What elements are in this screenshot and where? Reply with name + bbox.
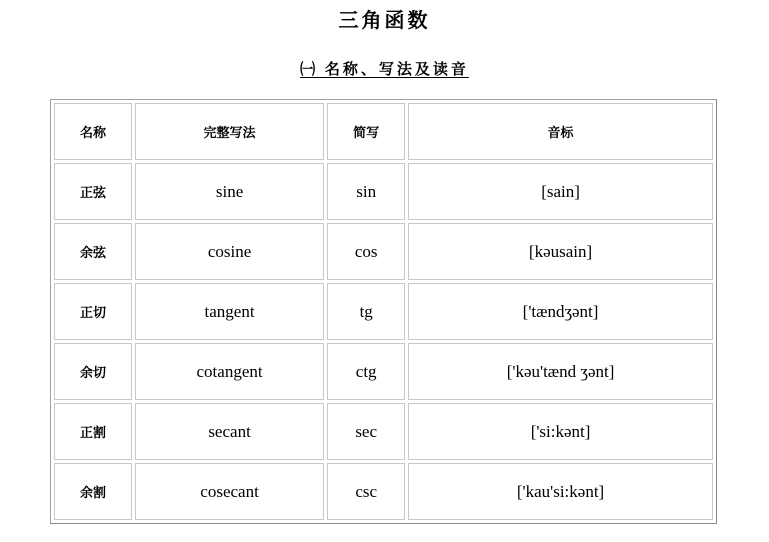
cell-full-form: tangent [135,283,324,340]
table-row [54,343,713,400]
section-heading [0,58,769,79]
cell-abbreviation: tg [327,283,405,340]
cell-full-form: cosine [135,223,324,280]
header-abbreviation: 简写 [327,103,405,160]
table-row [54,463,713,520]
cell-phonetic: [kəusain] [408,223,713,280]
cell-name: 正切 [54,283,132,340]
table-row [54,283,713,340]
cell-phonetic: [sain] [408,163,713,220]
cell-phonetic: ['si:kənt] [408,403,713,460]
cell-full-form: secant [135,403,324,460]
cell-phonetic: ['kəu'tænd ʒənt] [408,343,713,400]
header-phonetic: 音标 [408,103,713,160]
cell-full-form: cotangent [135,343,324,400]
header-name: 名称 [54,103,132,160]
trig-functions-table [50,99,717,524]
cell-name: 正割 [54,403,132,460]
cell-name: 余切 [54,343,132,400]
cell-abbreviation: sin [327,163,405,220]
cell-abbreviation: cos [327,223,405,280]
cell-abbreviation: ctg [327,343,405,400]
table-header-row [54,103,713,160]
cell-abbreviation: sec [327,403,405,460]
table-row [54,403,713,460]
table-row [54,223,713,280]
header-full-form: 完整写法 [135,103,324,160]
section-heading-text: ㈠ 名称、写法及读音 [300,62,469,78]
cell-name: 正弦 [54,163,132,220]
cell-name: 余弦 [54,223,132,280]
page-title: 三角函数 [338,10,431,32]
table-row [54,163,713,220]
cell-name: 余割 [54,463,132,520]
cell-phonetic: ['kau'si:kənt] [408,463,713,520]
cell-phonetic: ['tændʒənt] [408,283,713,340]
cell-full-form: sine [135,163,324,220]
cell-abbreviation: csc [327,463,405,520]
cell-full-form: cosecant [135,463,324,520]
